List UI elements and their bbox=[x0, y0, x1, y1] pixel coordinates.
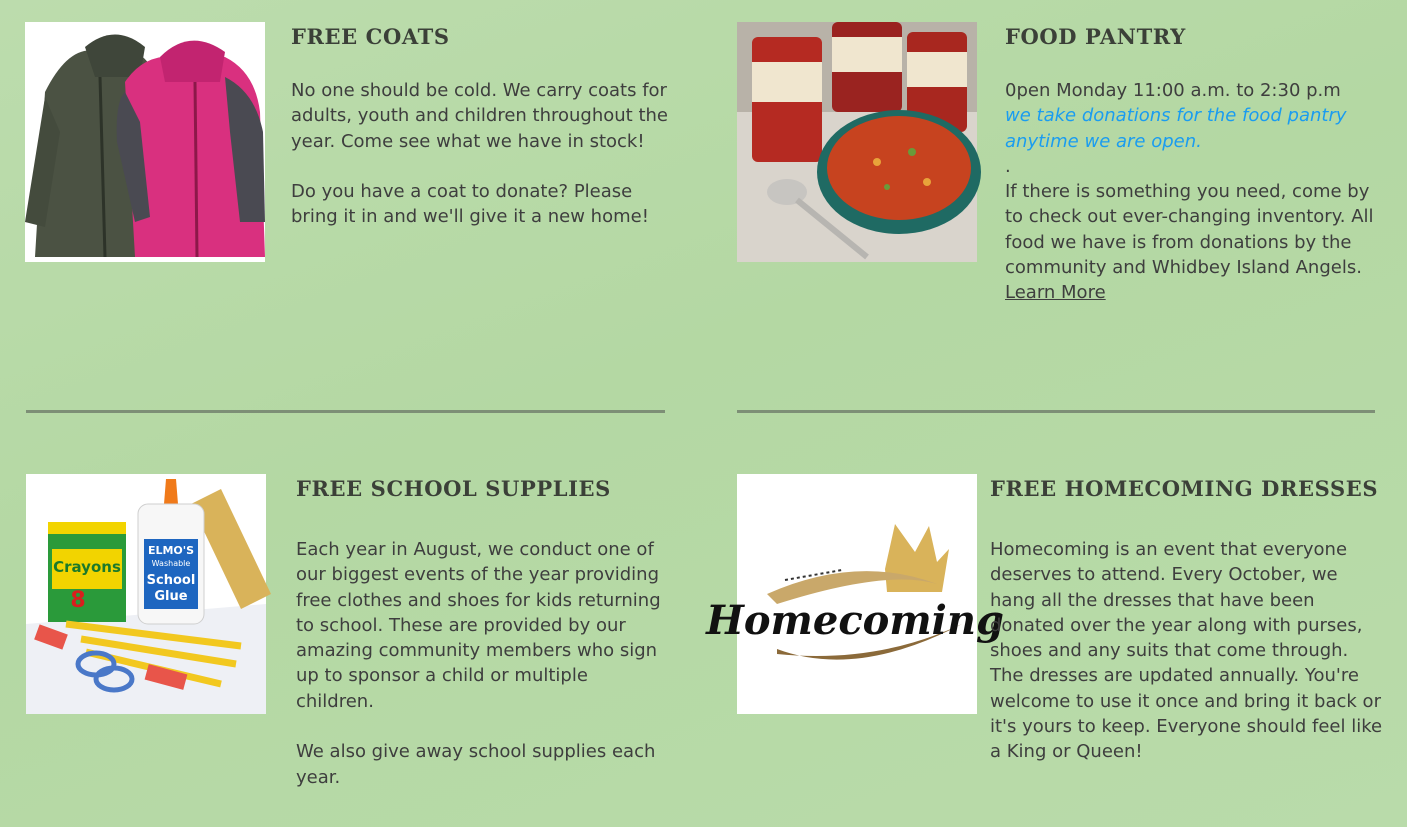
crayons-box-label: Crayons bbox=[53, 558, 121, 576]
food-pantry-text: If there is something you need, come by to check out ever-changing inventory. All food we have is from donations by the community and Whidbey Island Angels. bbox=[1005, 181, 1374, 279]
divider-left bbox=[26, 410, 665, 413]
school-supplies-title: FREE SCHOOL SUPPLIES bbox=[296, 476, 611, 501]
homecoming-paragraph: Homecoming is an event that everyone deserves to attend. Every October, we hang all the dresses that have been donated over the year along with purses, shoes and any suits that come through. The dresses are updated annually. You're welcome to use it once and bring it back or it's yours to keep. Everyone should feel like a King or Queen! bbox=[990, 539, 1383, 763]
coats-title: FREE COATS bbox=[291, 24, 450, 49]
school-supplies-photo bbox=[26, 474, 266, 714]
food-pantry-donations: we take donations for the food pantry anytime we are open. bbox=[1005, 105, 1347, 152]
school-supplies-paragraph-1: Each year in August, we conduct one of our biggest events of the year providing free clothes and shoes for kids returning to school. These are provided by our amazing community members who sign up to sponsor a child or multiple children. bbox=[296, 539, 661, 712]
food-pantry-hours: 0pen Monday 11:00 a.m. to 2:30 p.m bbox=[1005, 80, 1341, 101]
homecoming-title: FREE HOMECOMING DRESSES bbox=[990, 476, 1379, 501]
glue-name-label-2: Glue bbox=[154, 589, 188, 604]
learn-more-link[interactable]: Learn More bbox=[1005, 282, 1106, 304]
coats-paragraph-2: Do you have a coat to donate? Please bring it in and we'll give it a new home! bbox=[291, 181, 649, 228]
coats-body bbox=[291, 78, 671, 230]
glue-sub-label: Washable bbox=[151, 559, 191, 568]
food-pantry-dot: . bbox=[1005, 155, 1011, 177]
glue-name-label-1: School bbox=[146, 573, 196, 588]
food-pantry-body bbox=[1005, 78, 1377, 306]
coats-photo bbox=[25, 22, 265, 262]
homecoming-body bbox=[990, 537, 1385, 765]
divider-right bbox=[737, 410, 1375, 413]
school-supplies-paragraph-2: We also give away school supplies each year. bbox=[296, 741, 656, 788]
food-pantry-paragraph bbox=[1005, 179, 1377, 305]
coats-paragraph-1: No one should be cold. We carry coats for adults, youth and children throughout the year. Come see what we have in stock! bbox=[291, 80, 668, 152]
homecoming-logo-text: Homecoming bbox=[706, 597, 1004, 644]
school-supplies-body bbox=[296, 537, 671, 790]
food-pantry-title: FOOD PANTRY bbox=[1005, 24, 1186, 49]
crayons-box-count: 8 bbox=[70, 588, 86, 613]
homecoming-logo-photo bbox=[706, 474, 1004, 714]
glue-brand-label: ELMO'S bbox=[147, 544, 195, 557]
food-pantry-photo bbox=[737, 22, 977, 262]
